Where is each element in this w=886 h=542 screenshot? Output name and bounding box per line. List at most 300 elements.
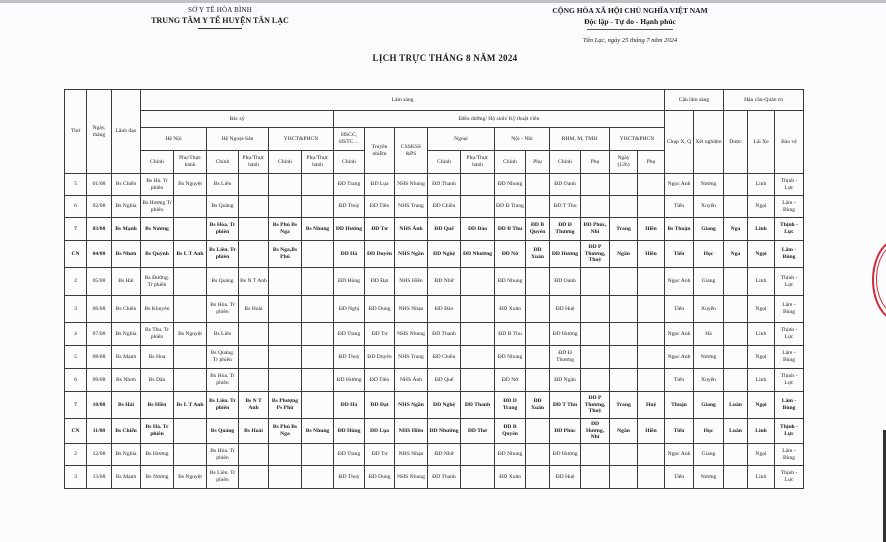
table-cell: Nương xyxy=(694,466,724,489)
table-cell xyxy=(239,323,269,346)
table-cell xyxy=(302,466,334,489)
col-header-phu: Phụ xyxy=(581,151,610,174)
table-cell: Bs Hòa. Tr phiên xyxy=(207,296,239,323)
table-cell: ĐD Thanh xyxy=(461,392,495,419)
table-cell: Bs Hương xyxy=(141,444,174,466)
table-cell: Xuyến xyxy=(694,369,724,392)
table-cell xyxy=(610,296,638,323)
table-cell xyxy=(269,466,302,489)
table-cell xyxy=(610,196,638,218)
table-cell: Nương xyxy=(694,174,724,196)
national-motto: Độc lập - Tự do - Hạnh phúc xyxy=(584,17,676,26)
table-cell xyxy=(610,174,638,196)
table-cell: Lâm - Bùng xyxy=(775,296,804,323)
table-cell: Học xyxy=(694,419,724,444)
table-cell: ĐD Tư xyxy=(365,323,395,346)
table-header xyxy=(65,90,804,174)
table-cell: Bs N T Anh xyxy=(239,392,269,419)
table-cell: ĐD Hà xyxy=(334,392,365,419)
table-row xyxy=(65,323,804,346)
table-cell: Bs Khuyên xyxy=(141,296,174,323)
table-cell: Giang xyxy=(694,218,724,241)
document-title: LỊCH TRỰC THÁNG 8 NĂM 2024 xyxy=(372,53,518,63)
table-cell: ĐD Đ Thương xyxy=(550,218,581,241)
table-cell: ĐD Đ Thương xyxy=(550,346,581,369)
table-cell: ĐD Hương, Nhi xyxy=(581,419,610,444)
table-cell xyxy=(610,466,638,489)
table-cell xyxy=(239,346,269,369)
table-row xyxy=(65,241,804,268)
table-cell: NHS Nhạn xyxy=(395,296,428,323)
table-cell: ĐD Dung xyxy=(365,296,395,323)
table-cell: Bs Nghĩa xyxy=(112,323,141,346)
table-cell xyxy=(581,323,610,346)
table-cell: Bs Mạnh xyxy=(112,218,141,241)
table-cell: 03/08 xyxy=(87,218,112,241)
table-cell xyxy=(269,174,302,196)
table-cell: Bs Hải xyxy=(112,268,141,296)
table-cell xyxy=(610,268,638,296)
table-cell: Thịnh - Lực xyxy=(775,268,804,296)
table-cell: NHS Nhạn xyxy=(395,444,428,466)
table-cell xyxy=(724,296,748,323)
table-cell: 02/08 xyxy=(87,196,112,218)
table-cell xyxy=(724,323,748,346)
table-cell: ĐD Tiên xyxy=(365,369,395,392)
table-cell xyxy=(174,346,207,369)
table-cell xyxy=(269,196,302,218)
table-cell: Ngọc Anh xyxy=(665,323,694,346)
table-cell: Bs Hoa xyxy=(141,346,174,369)
table-cell: 10/08 xyxy=(87,392,112,419)
table-cell xyxy=(461,466,495,489)
table-cell xyxy=(581,296,610,323)
table-cell: ĐD Chiều xyxy=(428,196,461,218)
col-header-phu: Phụ xyxy=(638,151,665,174)
table-cell: Bs Liên. Tr phiên xyxy=(207,466,239,489)
table-cell xyxy=(724,466,748,489)
table-cell: ĐD Thanh xyxy=(428,466,461,489)
table-cell: Lâm - Bùng xyxy=(775,241,804,268)
table-cell: ĐD Hường xyxy=(334,218,365,241)
table-cell: ĐD Đạt xyxy=(365,268,395,296)
table-cell xyxy=(239,196,269,218)
table-cell: Bs Hải xyxy=(112,392,141,419)
table-cell xyxy=(269,346,302,369)
group-header-can-lam-sang: Cận lâm sàng xyxy=(665,90,724,111)
table-cell: Xuyến xyxy=(694,296,724,323)
table-cell: ĐD Huệ xyxy=(550,296,581,323)
table-cell: 3 xyxy=(65,296,87,323)
table-cell: Ngần xyxy=(610,241,638,268)
page-top-edge xyxy=(0,0,886,3)
table-cell xyxy=(302,369,334,392)
table-cell: Bs Dân xyxy=(141,369,174,392)
table-cell: Giang xyxy=(694,392,724,419)
table-cell: ĐD T Thu xyxy=(550,196,581,218)
table-cell: Hà xyxy=(694,323,724,346)
table-cell: NHS Nhung xyxy=(395,174,428,196)
table-cell: ĐD Hương xyxy=(550,444,581,466)
place-date: Tân Lạc, ngày 25 tháng 7 năm 2024 xyxy=(582,37,678,44)
table-cell: Ngọi xyxy=(748,241,775,268)
table-cell: Thịnh - Lực xyxy=(775,369,804,392)
table-cell: ĐD Nhường xyxy=(428,419,461,444)
table-cell: ĐD Phúc xyxy=(550,419,581,444)
table-body xyxy=(65,174,804,489)
table-cell: Ngọc Anh xyxy=(665,174,694,196)
table-cell xyxy=(302,241,334,268)
table-cell xyxy=(610,444,638,466)
table-cell xyxy=(461,444,495,466)
subgroup-yhct-bs: YHCT&PHCN xyxy=(269,128,334,151)
table-cell: CN xyxy=(65,419,87,444)
table-row xyxy=(65,196,804,218)
table-cell: Bs Nghĩa xyxy=(112,444,141,466)
table-cell: Bs L T Anh xyxy=(174,241,207,268)
table-cell: ĐD B Thu xyxy=(495,323,526,346)
table-row xyxy=(65,419,804,444)
group-header-dieu-duong: Điều dưỡng/ Hộ sinh/ Kỹ thuật viên xyxy=(334,111,665,128)
table-cell: Bs Quảng xyxy=(207,196,239,218)
table-cell: ĐD Trang xyxy=(334,323,365,346)
table-cell: Nga xyxy=(724,218,748,241)
table-cell: ĐD Thuỳ xyxy=(334,346,365,369)
table-cell: ĐD Quế xyxy=(428,218,461,241)
table-cell xyxy=(526,346,550,369)
table-cell: Bs Liên xyxy=(207,174,239,196)
table-cell xyxy=(461,346,495,369)
table-cell xyxy=(302,174,334,196)
table-cell: ĐD Nhữ xyxy=(428,444,461,466)
table-cell: ĐD Lụa xyxy=(365,174,395,196)
col-header-csskss: CSSKSS &PS xyxy=(395,128,428,174)
table-cell: Tiến xyxy=(665,369,694,392)
table-cell: NHS Ngần xyxy=(395,392,428,419)
table-cell xyxy=(526,419,550,444)
table-cell: Bs Quỳnh xyxy=(141,241,174,268)
col-header-lanh-dao: Lãnh đạo xyxy=(112,90,141,174)
table-cell: ĐD Nở xyxy=(495,241,526,268)
table-cell xyxy=(610,323,638,346)
table-cell xyxy=(269,296,302,323)
table-cell: Ngọi xyxy=(748,296,775,323)
table-cell xyxy=(174,369,207,392)
table-cell: Bs Nhung xyxy=(302,419,334,444)
table-cell: ĐD Hương xyxy=(550,323,581,346)
table-cell xyxy=(581,444,610,466)
table-cell xyxy=(302,323,334,346)
table-cell: ĐD Xuân xyxy=(495,466,526,489)
table-cell: 01/08 xyxy=(87,174,112,196)
table-cell: Thịnh - Lực xyxy=(775,466,804,489)
table-cell: ĐD Đạt xyxy=(365,392,395,419)
table-cell: Nga xyxy=(724,241,748,268)
table-cell: ĐD Hùng xyxy=(334,419,365,444)
department-name: SỞ Y TẾ HÒA BÌNH xyxy=(188,6,252,14)
table-cell: Lâm - Bùng xyxy=(775,196,804,218)
table-cell: Nương xyxy=(694,346,724,369)
group-header-bac-si: Bác sỹ xyxy=(141,111,334,128)
table-cell xyxy=(638,196,665,218)
table-cell: ĐD Tiên xyxy=(365,196,395,218)
table-cell: 5 xyxy=(65,174,87,196)
table-cell: NHS Hiền xyxy=(395,268,428,296)
table-cell: Bs Chiến xyxy=(112,296,141,323)
table-cell: Linh xyxy=(748,419,775,444)
table-cell xyxy=(638,268,665,296)
table-cell: Thịnh - Lực xyxy=(775,174,804,196)
table-cell: ĐD Oanh xyxy=(550,174,581,196)
col-header-ngay-12h: Ngày (12h) xyxy=(610,151,638,174)
table-cell: Ngọi xyxy=(748,196,775,218)
table-cell: Tiến xyxy=(665,296,694,323)
table-cell: ĐD Tư xyxy=(365,444,395,466)
table-cell xyxy=(581,346,610,369)
table-cell xyxy=(724,346,748,369)
table-cell: NHS Nhung xyxy=(395,466,428,489)
table-cell: Bs Nguyệt xyxy=(174,174,207,196)
table-cell xyxy=(638,323,665,346)
table-cell: Bs Nguyệt xyxy=(174,466,207,489)
table-cell: ĐD T Thu xyxy=(550,392,581,419)
table-cell: 4 xyxy=(65,323,87,346)
table-cell: Giang xyxy=(694,444,724,466)
table-cell: ĐD Nghệ xyxy=(428,241,461,268)
table-cell xyxy=(581,466,610,489)
table-cell: ĐD Nhung xyxy=(495,444,526,466)
table-row xyxy=(65,174,804,196)
table-cell: Tiến xyxy=(665,196,694,218)
table-cell xyxy=(269,369,302,392)
table-cell: Bs Phượng Ps Phú xyxy=(269,392,302,419)
table-cell: Bs Quảng xyxy=(207,268,239,296)
table-cell: Bs Nhơn xyxy=(112,241,141,268)
table-cell xyxy=(526,174,550,196)
table-cell: Bs N T Anh xyxy=(239,268,269,296)
table-cell: Trang xyxy=(610,218,638,241)
table-cell: ĐD Duyên xyxy=(365,241,395,268)
table-cell: NHS Hiền xyxy=(395,419,428,444)
table-cell xyxy=(581,268,610,296)
table-cell: 06/08 xyxy=(87,296,112,323)
subgroup-rhm: RHM, M, TMH xyxy=(550,128,610,151)
table-cell: Bs Hòa. Tr phiên xyxy=(207,369,239,392)
group-header-lam-sang: Lâm sàng xyxy=(141,90,665,111)
table-cell xyxy=(174,218,207,241)
table-cell: ĐD Dung xyxy=(365,466,395,489)
table-cell: 08/08 xyxy=(87,346,112,369)
table-row xyxy=(65,444,804,466)
table-cell: ĐD P Thương, Thuỳ xyxy=(581,392,610,419)
table-cell xyxy=(461,369,495,392)
table-cell: Bs Liên xyxy=(207,323,239,346)
col-header-chinh: Chính xyxy=(207,151,239,174)
table-cell: Linh xyxy=(748,268,775,296)
table-cell: Học xyxy=(694,241,724,268)
table-cell xyxy=(638,346,665,369)
table-cell: CN xyxy=(65,241,87,268)
table-cell: Ngọc Anh xyxy=(665,268,694,296)
table-cell: ĐD Thanh xyxy=(428,174,461,196)
table-cell: NHS Ánh xyxy=(395,218,428,241)
table-cell: Bs Nương xyxy=(141,466,174,489)
table-cell: Bs Chiến xyxy=(112,419,141,444)
table-cell: 7 xyxy=(65,392,87,419)
table-cell: ĐD Phúc, Nhi xyxy=(581,218,610,241)
table-cell xyxy=(302,196,334,218)
table-cell: ĐD Nhường xyxy=(461,241,495,268)
table-cell: Bs Quảng xyxy=(207,419,239,444)
table-cell: ĐD Hà xyxy=(334,241,365,268)
table-cell: Bs Hòa. Tr phiên xyxy=(207,218,239,241)
table-cell: Tiến xyxy=(665,241,694,268)
table-cell: ĐD Xuân xyxy=(526,241,550,268)
organization-name: TRUNG TÂM Y TẾ HUYỆN TÂN LẠC xyxy=(151,16,289,25)
table-cell: Bs Nga,Bs Phú xyxy=(269,241,302,268)
table-cell: 07/08 xyxy=(87,323,112,346)
table-cell: ĐD Hương xyxy=(550,241,581,268)
col-header-phu-thuc-hanh: Phụ/Thực hành xyxy=(174,151,207,174)
table-cell: Bs Nhơn xyxy=(112,369,141,392)
table-cell xyxy=(302,268,334,296)
table-cell: NHS Nhung xyxy=(395,323,428,346)
table-cell: 6 xyxy=(65,196,87,218)
table-cell: ĐD B Thu xyxy=(495,218,526,241)
table-cell xyxy=(581,196,610,218)
col-header-phu: Phụ xyxy=(526,151,550,174)
subgroup-hscc: HSCC, HSTC… xyxy=(334,128,365,151)
col-header-bao-ve: Bảo vệ xyxy=(775,111,804,174)
table-cell xyxy=(239,444,269,466)
table-cell: Bs Hoài xyxy=(239,419,269,444)
table-cell: Bs Nguyệt xyxy=(174,323,207,346)
table-cell: ĐD Trang xyxy=(334,174,365,196)
table-cell: Xuyến xyxy=(694,196,724,218)
table-cell: Ngọi xyxy=(748,346,775,369)
table-cell: Bs Quảng. Tr phiên xyxy=(207,346,239,369)
table-cell xyxy=(526,444,550,466)
table-cell xyxy=(302,346,334,369)
table-cell: 09/08 xyxy=(87,369,112,392)
table-cell: Lâm - Bùng xyxy=(775,346,804,369)
table-cell: Bs Nương xyxy=(141,218,174,241)
table-cell xyxy=(239,218,269,241)
table-cell xyxy=(174,444,207,466)
table-cell xyxy=(269,444,302,466)
table-cell: Luân xyxy=(724,392,748,419)
table-cell: Thuận xyxy=(665,392,694,419)
table-cell: Bs Hà. Tr phiên xyxy=(141,419,174,444)
table-cell: Hiền xyxy=(638,241,665,268)
table-cell: Linh xyxy=(748,174,775,196)
col-header-chinh: Chính xyxy=(550,151,581,174)
table-cell xyxy=(302,296,334,323)
table-cell: ĐD Nghệ xyxy=(428,392,461,419)
table-cell xyxy=(638,296,665,323)
table-cell: ĐD Chiều xyxy=(428,346,461,369)
table-cell: Ngọi xyxy=(748,392,775,419)
table-row xyxy=(65,218,804,241)
duty-schedule-table xyxy=(64,89,804,489)
table-cell xyxy=(526,466,550,489)
table-cell: ĐD Hường xyxy=(334,369,365,392)
table-row xyxy=(65,369,804,392)
subgroup-noi-nhi: Nội - Nhi xyxy=(495,128,550,151)
table-row xyxy=(65,346,804,369)
table-cell: ĐD P Thương, Thuỳ xyxy=(581,241,610,268)
table-cell xyxy=(461,268,495,296)
table-cell: Bs Nghĩa xyxy=(112,196,141,218)
table-cell xyxy=(269,268,302,296)
table-cell xyxy=(724,444,748,466)
table-cell: ĐD Xuân xyxy=(495,296,526,323)
table-cell: Bs Liên. Tr phiên xyxy=(207,392,239,419)
table-cell: 3 xyxy=(65,466,87,489)
col-header-ngay: Ngày, tháng xyxy=(87,90,112,174)
table-cell xyxy=(581,174,610,196)
table-cell xyxy=(174,296,207,323)
table-cell: Lâm - Bùng xyxy=(775,444,804,466)
table-cell xyxy=(239,369,269,392)
table-cell: Bs L T Anh xyxy=(174,392,207,419)
nation-name: CỘNG HÒA XÃ HỘI CHỦ NGHĨA VIỆT NAM xyxy=(552,6,708,15)
table-cell: Huệ xyxy=(638,392,665,419)
table-cell: ĐD Oanh xyxy=(550,268,581,296)
col-header-lai-xe: Lái Xe xyxy=(748,111,775,174)
table-cell: 7 xyxy=(65,218,87,241)
table-cell: ĐD Xuân xyxy=(526,392,550,419)
table-cell xyxy=(724,369,748,392)
table-cell xyxy=(724,268,748,296)
table-cell xyxy=(239,466,269,489)
table-cell: Ngần xyxy=(610,419,638,444)
table-cell: Bs Chiến xyxy=(112,174,141,196)
group-header-hau-can: Hậu cần-Quản trị xyxy=(724,90,804,111)
col-header-chinh: Chính xyxy=(428,151,461,174)
col-header-duoc: Dược xyxy=(724,111,748,174)
table-cell: ĐD Duyên xyxy=(365,346,395,369)
table-cell: Thịnh - Lực xyxy=(775,323,804,346)
motto-underline xyxy=(587,29,673,30)
table-cell: Bs Phú Bs Nga xyxy=(269,218,302,241)
table-cell xyxy=(461,196,495,218)
col-header-phu-thuc-hanh: Phụ/Thực hành xyxy=(461,151,495,174)
table-cell xyxy=(461,174,495,196)
table-cell: Bs Hiền xyxy=(141,392,174,419)
table-cell xyxy=(581,369,610,392)
national-header xyxy=(530,6,730,44)
table-cell xyxy=(526,296,550,323)
table-cell: ĐD Tư xyxy=(365,218,395,241)
table-cell: Bs Hà. Tr phiên xyxy=(141,174,174,196)
table-cell: Bs Hương Tr phiên xyxy=(141,196,174,218)
table-cell: NHS Ánh xyxy=(395,369,428,392)
table-cell: Hiền xyxy=(638,419,665,444)
table-cell: Trang xyxy=(610,392,638,419)
table-cell: Thịnh - Lực xyxy=(775,218,804,241)
col-header-xet-nghiem: Xét nghiệm xyxy=(694,111,724,174)
table-cell xyxy=(174,196,207,218)
table-cell xyxy=(638,369,665,392)
table-cell: 2 xyxy=(65,444,87,466)
table-row xyxy=(65,296,804,323)
table-cell: Linh xyxy=(748,369,775,392)
table-cell: ĐD Thuỳ xyxy=(334,466,365,489)
table-cell: NHS Trang xyxy=(395,346,428,369)
col-header-chinh: Chính xyxy=(334,151,365,174)
table-cell xyxy=(302,444,334,466)
